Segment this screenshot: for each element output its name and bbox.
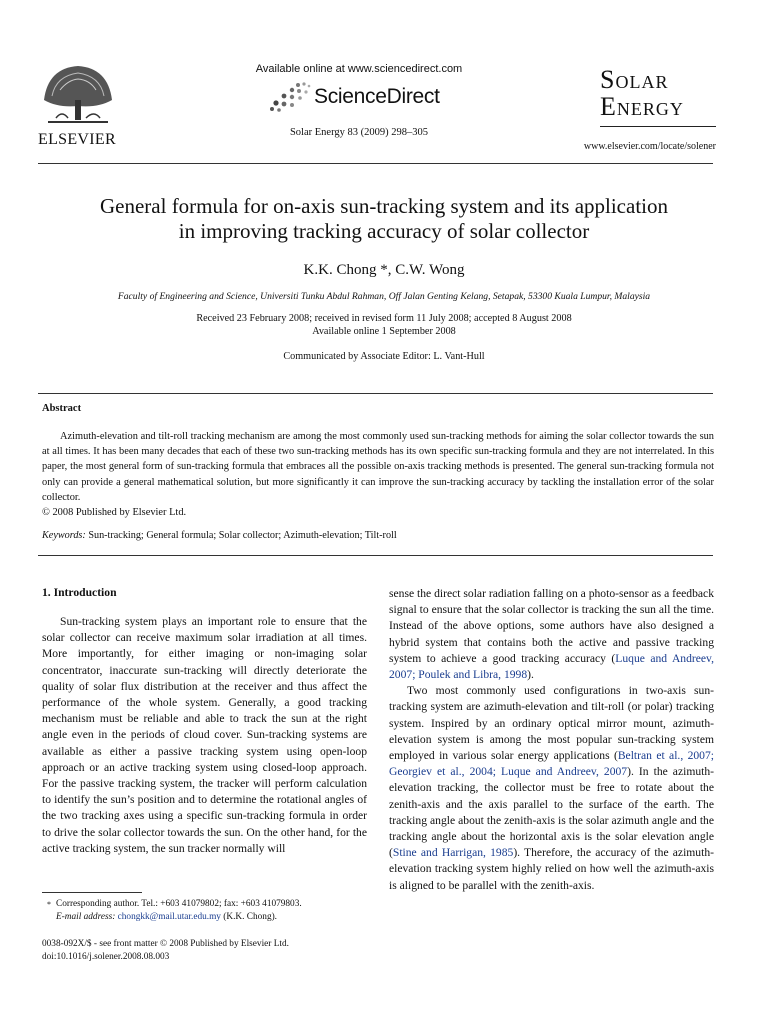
affiliation: Faculty of Engineering and Science, Universiti Tunku Abdul Rahman, Off Jalan Genting Kelang, Setapak, 53300 Kuala Lumpur, Malaysia [117, 291, 651, 302]
email-suffix: (K.K. Chong). [223, 912, 278, 922]
footnote-corresponding [42, 898, 372, 911]
citation-link-luque-poulek[interactable]: Luque and Andreev, 2007; Poulek and Libra, 1998 [389, 651, 714, 682]
keywords [42, 530, 714, 541]
citation-link-beltran-georgiev-luque[interactable]: Beltran et al., 2007; Georgiev et al., 2004; Luque and Andreev, 2007 [389, 749, 714, 779]
sciencedirect-wordmark: ScienceDirect [314, 85, 440, 108]
footnote [42, 898, 372, 924]
abstract-bottom-rule [38, 555, 713, 556]
footnote-email [42, 911, 372, 924]
publisher-name: ELSEVIER [38, 131, 116, 148]
sciencedirect-logo [268, 80, 458, 112]
footnote-mark: * [47, 900, 51, 909]
available-online: Available online at www.sciencedirect.com [255, 63, 463, 75]
journal-logo-rule [600, 126, 716, 127]
received-dates: Received 23 February 2008; received in revised form 11 July 2008; accepted 8 August 2008 [196, 313, 572, 324]
header-rule [38, 163, 713, 164]
citation-link-stine-harrigan[interactable]: Stine and Harrigan, 1985 [392, 846, 514, 860]
available-date: Available online 1 September 2008 [312, 326, 456, 337]
intro-paragraph-3-text-c: ). Therefore, the accuracy of the azimuth-elevation tracking system highly relied on how well the azimuth-axis is aligned to be parallel with the zenith-axis. [389, 846, 714, 892]
keywords-list: Sun-tracking; General formula; Solar collector; Azimuth-elevation; Tilt-roll [88, 530, 397, 541]
article-title-line1: General formula for on-axis sun-tracking system and its application [99, 194, 668, 218]
email-link[interactable]: chongkk@mail.utar.edu.my [117, 912, 221, 922]
authors: K.K. Chong *, C.W. Wong [303, 262, 465, 278]
journal-name-line1: Solar [600, 65, 669, 94]
intro-paragraph-3-text-b: ). In the azimuth-elevation tracking, the collector must be free to rotate about the zenith-axis and the axis parallel to the surface of the earth. The tracking angle about the zenith-axis is the solar azimuth angle and the tracking angle about the horizontal axis is the solar elevation angle ( [389, 765, 715, 860]
abstract-text: Azimuth-elevation and tilt-roll tracking mechanism are among the most commonly used sun-tracking methods for aiming the solar collector towards the sun at all times. It has been many decades that each of these two sun-tracking methods has its own specific sun-tracking formula and they are not interrelated. In this paper, the most general form of sun-tracking formula that embraces all the possible on-axis tracking methods is presented. The general sun-tracking formula not only can provide a general mathematical solution, but more significantly it can improve the sun-tracking accuracy by tackling the installation error of the solar collector. [42, 431, 714, 503]
section-heading-introduction: 1. Introduction [42, 586, 117, 599]
footer-issn: 0038-092X/$ - see front matter © 2008 Published by Elsevier Ltd. [42, 939, 289, 949]
communicated-by: Communicated by Associate Editor: L. Vant-Hull [283, 351, 485, 362]
abstract-copyright: © 2008 Published by Elsevier Ltd. [42, 507, 187, 519]
left-column [42, 614, 367, 857]
journal-name-line2: Energy [600, 92, 684, 121]
footer [42, 938, 442, 964]
abstract-top-rule [38, 393, 713, 394]
abstract-heading: Abstract [42, 403, 82, 414]
footnote-corresponding-text: Corresponding author. Tel.: +603 41079802; fax: +603 41079803. [56, 899, 302, 909]
sciencedirect-dots-icon [268, 80, 312, 112]
intro-paragraph-3-text-a: Two most commonly used configurations in two-axis sun-tracking system are azimuth-elevation and tilt-roll (or polar) tracking system. Inspired by an ordinary optical mirror mount, azimuth-elevation system is among the most popular sun-tracking system employed in various solar energy applications ( [389, 684, 714, 763]
email-label: E-mail address: [56, 912, 116, 922]
journal-url-link[interactable]: www.elsevier.com/locate/solener [583, 141, 716, 152]
intro-paragraph-1: Sun-tracking system plays an important role to ensure that the solar collector can receive maximum solar irradiation at all times. More importantly, for either imaging or non-imaging solar concentrator, inaccurate sun-tracking will directly deteriorate the quality of solar flux distribution at the receiver and thus affect the performance of the whole system. Generally, a good tracking mechanism must be reliable and able to track the sun at the right angle even in the periods of cloud cover. Sun-tracking systems are available as either a passive tracking system using open-loop approach or an active tracking system using closed-loop approach. For the passive tracking system, the tracker will perform calculation to identify the sun’s position and to determine the rotational angles of the two tracking axes using a specific sun-tracking formula in order to drive the solar collector towards the sun. On the other hand, for the active tracking system, the sun tracker normally will [42, 615, 367, 855]
footnote-rule [42, 892, 142, 893]
elsevier-logo [38, 60, 118, 148]
intro-paragraph-2-end: ). [527, 668, 534, 682]
right-column [389, 586, 714, 894]
intro-paragraph-2-text: sense the direct solar radiation falling on a photo-sensor as a feedback signal to ensure that the solar collector is tracking the sun all the time. Instead of the above options, some authors have also designed a hybrid system that contains both the active and passive tracking system to achieve a good tracking accuracy ( [389, 587, 714, 665]
article-title [38, 194, 730, 244]
intro-paragraph-2 [389, 586, 714, 683]
journal-logo [600, 66, 716, 120]
keywords-label: Keywords: [42, 530, 86, 541]
footer-doi: doi:10.1016/j.solener.2008.08.003 [42, 952, 170, 962]
journal-citation: Solar Energy 83 (2009) 298–305 [289, 127, 429, 138]
article-title-line2: in improving tracking accuracy of solar collector [178, 219, 590, 243]
intro-paragraph-3 [389, 683, 714, 894]
abstract-body [42, 429, 714, 520]
elsevier-tree-icon [38, 60, 118, 124]
